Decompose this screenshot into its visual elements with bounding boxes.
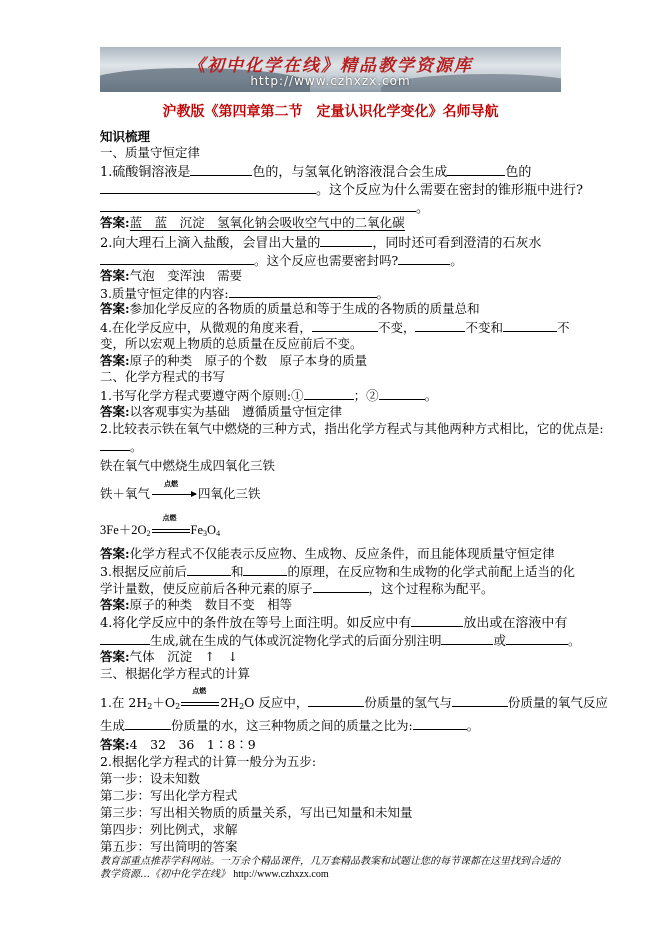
answer-blank (452, 694, 508, 707)
question-line: 生成 份质量的水，这三种物质之间的质量之比为: 。 (100, 718, 480, 733)
question-line: 变，所以宏观上物质的总质量在反应前后不变。 (100, 336, 363, 351)
section-heading: 知识梳理 (100, 129, 151, 144)
section-heading: 三、根据化学方程式的计算 (100, 666, 251, 681)
answer-blank (415, 319, 465, 332)
answer-blank (313, 580, 369, 593)
question-line: 2.根据化学方程式的计算一般分为五步: (100, 754, 317, 769)
answer-line: 答案:化学方程式不仅能表示反应物、生成物、反应条件，而且能体现质量守恒定律 (100, 546, 555, 561)
answer-line: 答案:气泡 变浑浊 需要 (100, 268, 243, 283)
answer-blank (398, 252, 450, 265)
answer-blank (379, 387, 425, 400)
answer-line: 答案:原子的种类 数目不变 相等 (100, 597, 293, 612)
question-line: 2.比较表示铁在氧气中燃烧的三种方式，指出化学方程式与其他两种方式相比，它的优点是: (100, 421, 604, 436)
answer-blank (447, 163, 505, 176)
equal-sign: 点燃 (180, 695, 220, 711)
question-line: 4.将化学反应中的条件放在等号上面注明。如反应中有 放出或在溶液中有 (100, 616, 568, 631)
answer-line: 答案:4 32 36 1∶8∶9 (100, 737, 256, 752)
answer-blank (243, 563, 287, 576)
answer-blank (413, 717, 467, 730)
step-line: 第三步：写出相关物质的质量关系，写出已知量和未知量 (100, 805, 413, 820)
footer-note: 教育部重点推荐学科网站。一万余个精品课件，几万套精品教案和试题让您的每节课都在这里找到合适的 教学资源…《初中化学在线》 http://www.czhxzx.com (100, 856, 560, 880)
chemical-equation: $3Fe+2O_2$ 点燃 $Fe_3O_4$ (100, 514, 221, 538)
answer-blank (100, 252, 254, 265)
reaction-condition: 点燃 (164, 479, 179, 488)
word-equation: 铁＋氧气 点燃 四氧化三铁 (100, 486, 261, 502)
answer-blank (506, 632, 568, 645)
answer-blank (304, 387, 354, 400)
equal-sign: 点燃 (151, 522, 191, 538)
question-line: 。这个反应也需要密封吗? 。 (100, 252, 463, 269)
answer-blank (125, 717, 171, 730)
answer-blank (100, 632, 150, 645)
answer-blank (187, 563, 231, 576)
word-equation-text: 铁在氧气中燃烧生成四氧化三铁 (100, 458, 276, 473)
answer-blank (320, 234, 372, 247)
document-title: 沪教版《第四章第二节 定量认识化学变化》名师导航 (162, 104, 499, 120)
step-line: 第一步：设未知数 (100, 771, 201, 786)
question-line: 4.在化学反应中，从微观的角度来看， 不变， 不变和 不 (100, 320, 570, 335)
answer-blank (312, 319, 378, 332)
answer-blank (100, 181, 316, 194)
question-line: 。这个反应为什么需要在密封的锥形瓶中进行? (100, 181, 583, 199)
question-line: 1.硫酸铜溶液是 色的，与氢氧化钠溶液混合会生成 色的 (100, 165, 532, 180)
question-line: 3.根据反应前后 和 的原理，在反应物和生成物的化学式前配上适当的化 (100, 564, 575, 579)
banner-url[interactable]: http://www.czhxzx.com (250, 74, 411, 88)
answer-blank (100, 438, 130, 451)
header-banner (100, 47, 561, 92)
answer-line: 答案:以客观事实为基础 遵循质量守恒定律 (100, 404, 343, 419)
reaction-arrow (150, 479, 198, 502)
answer-line: 答案:参加化学反应的各物质的质量总和等于生成的各物质的质量总和 (100, 301, 480, 316)
question-line: 生成,就在生成的气体或沉淀物化学式的后面分别注明 或 。 (100, 632, 581, 649)
answer-blank (229, 285, 377, 298)
answer-blank (308, 694, 364, 707)
question-line: 1.书写化学方程式要遵守两个原则:① ；② 。 (100, 388, 438, 403)
step-line: 第四步：列比例式，求解 (100, 822, 238, 837)
step-line: 第五步：写出简明的答案 (100, 839, 238, 854)
answer-blank (503, 319, 557, 332)
section-heading: 一、质量守恒定律 (100, 145, 201, 160)
answer-blank (441, 632, 493, 645)
answer-line: 答案:原子的种类 原子的个数 原子本身的质量 (100, 353, 368, 368)
answer-blank (100, 199, 416, 212)
footer-url[interactable]: http://www.czhxzx.com (233, 869, 329, 880)
answer-blank (411, 614, 463, 627)
question-line: 3.质量守恒定律的内容: 。 (100, 286, 390, 301)
question-line: 。 (100, 199, 429, 217)
answer-line: 答案:蓝 蓝 沉淀 氢氧化钠会吸收空气中的二氧化碳 (100, 215, 405, 230)
question-line: 1.在 $2H_2+O_2$ 点燃 $2H_2O$ 反应中， 份质量的氢气与 份质量的氧气反应 (100, 686, 608, 711)
question-line: 2.向大理石上滴入盐酸，会冒出大量的 ，同时还可看到澄清的石灰水 (100, 236, 542, 251)
answer-blank (190, 163, 252, 176)
section-heading: 二、化学方程式的书写 (100, 369, 226, 384)
step-line: 第二步：写出化学方程式 (100, 788, 238, 803)
banner-title: 《初中化学在线》精品教学资源库 (188, 56, 473, 76)
question-line: 学计量数，使反应前后各种元素的原子 ，这个过程称为配平。 (100, 581, 494, 596)
answer-line: 答案:气体 沉淀 ↑ ↓ (100, 649, 239, 664)
question-line: 。 (100, 438, 143, 455)
